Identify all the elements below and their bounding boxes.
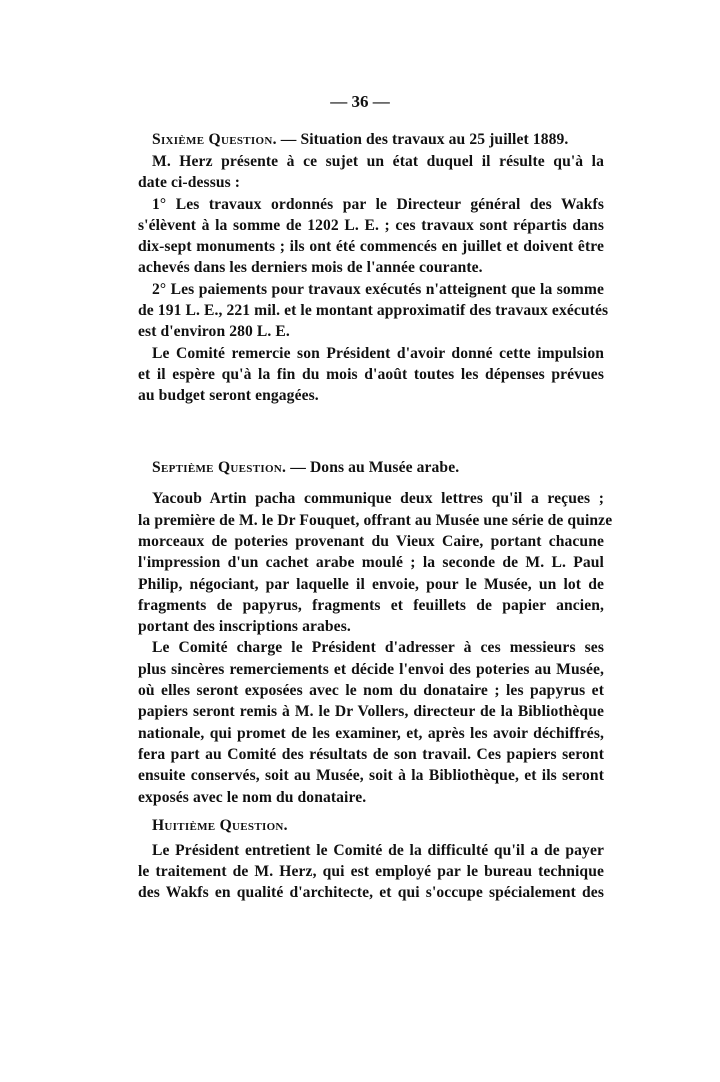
line-text: portant des inscriptions arabes. xyxy=(138,618,351,635)
line-text: la première de M. le Dr Fouquet, offrant au Musée une série de quinze xyxy=(138,512,613,529)
line-text: 1° Les travaux ordonnés par le Directeur général des Wakfs xyxy=(152,196,604,213)
line-text: s'élèvent à la somme de 1202 L. E. ; ces travaux sont répartis dans xyxy=(138,217,604,234)
text-line xyxy=(138,724,604,744)
text-line xyxy=(138,237,604,257)
line-text: nationale, qui promet de les examiner, et, après les avoir déchiffrés, xyxy=(138,725,604,742)
section-heading xyxy=(152,130,604,150)
line-text: papiers seront remis à M. le Dr Vollers, directeur de la Bibliothèque xyxy=(138,703,604,720)
text-line xyxy=(138,365,604,385)
line-text: des Wakfs en qualité d'architecte, et qui s'occupe spécialement des xyxy=(138,884,604,901)
line-text: où elles seront exposées avec le nom du donataire ; les papyrus et xyxy=(138,682,604,699)
text-line xyxy=(138,883,604,903)
line-text: M. Herz présente à ce sujet un état duquel il résulte qu'à la xyxy=(152,153,604,170)
text-line xyxy=(138,575,604,595)
text-line xyxy=(138,660,604,680)
line-text: au budget seront engagées. xyxy=(138,387,319,404)
text-line xyxy=(138,862,604,882)
line-text: fragments de papyrus, fragments et feuillets de papier ancien, xyxy=(138,597,604,614)
page-number: — 36 — xyxy=(330,92,390,111)
text-line xyxy=(138,511,613,531)
section-label: Septième Question. xyxy=(152,459,287,476)
line-text: 2° Les paiements pour travaux exécutés n'atteignent que la somme xyxy=(152,281,604,298)
line-text: dix-sept monuments ; ils ont été commencés en juillet et doivent être xyxy=(138,238,604,255)
text-line xyxy=(152,489,604,509)
line-text: plus sincères remerciements et décide l'envoi des poteries au Musée, xyxy=(138,661,604,678)
text-line xyxy=(152,195,604,215)
text-line xyxy=(138,617,604,637)
text-line xyxy=(138,788,604,808)
line-text: et il espère qu'à la fin du mois d'août toutes les dépenses prévues xyxy=(138,366,604,383)
line-text: fera part au Comité des résultats de son travail. Ces papiers seront xyxy=(138,746,604,763)
text-line xyxy=(138,681,604,701)
section-label: Huitième Question. xyxy=(152,817,288,834)
line-text: Philip, négociant, par laquelle il envoie, pour le Musée, un lot de xyxy=(138,576,604,593)
text-line xyxy=(138,532,604,552)
line-text: Le Comité charge le Président d'adresser à ces messieurs ses xyxy=(152,639,604,656)
line-text: exposés avec le nom du donataire. xyxy=(138,789,367,806)
text-line xyxy=(138,745,604,765)
text-line xyxy=(152,152,604,172)
text-line xyxy=(138,322,604,342)
section-label: Sixième Question. xyxy=(152,131,277,148)
line-text: date ci-dessus : xyxy=(138,174,241,191)
section-heading xyxy=(152,816,604,836)
line-text: morceaux de poteries provenant du Vieux Caire, portant chacune xyxy=(138,533,604,550)
line-text: l'impression d'un cachet arabe moulé ; la seconde de M. L. Paul xyxy=(138,554,604,571)
line-text: le traitement de M. Herz, qui est employé par le bureau technique xyxy=(138,863,604,880)
text-line xyxy=(138,702,604,722)
line-text: — Dons au Musée arabe. xyxy=(286,459,460,476)
text-line xyxy=(138,301,609,321)
line-text: achevés dans les derniers mois de l'année courante. xyxy=(138,259,483,276)
text-line xyxy=(138,386,604,406)
text-line xyxy=(138,216,604,236)
text-line xyxy=(152,344,604,364)
line-text: est d'environ 280 L. E. xyxy=(138,323,290,340)
text-line xyxy=(138,596,604,616)
line-text: Yacoub Artin pacha communique deux lettres qu'il a reçues ; xyxy=(152,490,604,507)
text-line xyxy=(138,553,604,573)
text-line xyxy=(138,173,604,193)
section-heading xyxy=(152,458,604,478)
text-line xyxy=(152,280,604,300)
text-line xyxy=(152,841,604,861)
text-line xyxy=(138,766,604,786)
text-line xyxy=(152,638,604,658)
line-text: Le Comité remercie son Président d'avoir donné cette impulsion xyxy=(152,345,604,362)
text-line xyxy=(138,258,604,278)
line-text: — Situation des travaux au 25 juillet 1889. xyxy=(276,131,569,148)
line-text: ensuite conservés, soit au Musée, soit à la Bibliothèque, et ils seront xyxy=(138,767,604,784)
line-text: de 191 L. E., 221 mil. et le montant approximatif des travaux exécutés xyxy=(138,302,609,319)
line-text: Le Président entretient le Comité de la difficulté qu'il a de payer xyxy=(152,842,604,859)
